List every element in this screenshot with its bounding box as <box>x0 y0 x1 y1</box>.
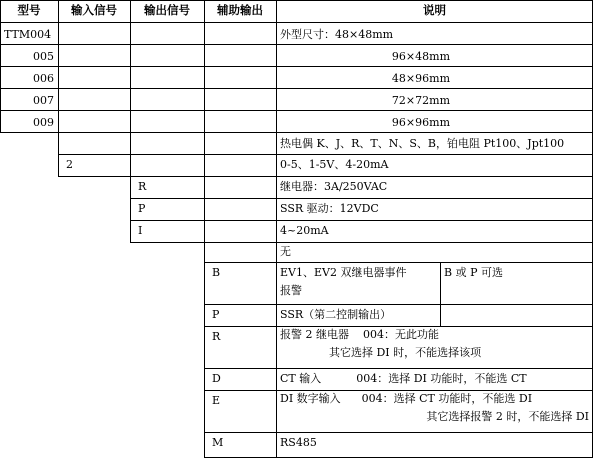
aux-desc-line: CT 输入 004：选择 DI 功能时，不能选 CT <box>280 372 527 385</box>
model-code: TTM004 <box>4 28 52 41</box>
aux-note: B 或 P 可选 <box>444 266 503 279</box>
rule <box>440 262 441 326</box>
aux-desc-line: 报警 <box>280 284 302 297</box>
header-aux: 辅助输出 <box>217 3 263 17</box>
aux-desc-line: 其它选择 DI 时，不能选择该项 <box>280 346 482 359</box>
aux-code: M <box>212 436 224 449</box>
output-desc: 4~20mA <box>280 224 329 237</box>
input-code: 2 <box>66 158 73 171</box>
rule <box>58 176 593 177</box>
aux-desc-line: SSR（第二控制输出） <box>280 308 392 321</box>
output-code: P <box>138 202 146 215</box>
model-code: 005 <box>33 50 54 63</box>
model-desc: 96×48mm <box>391 50 450 63</box>
input-desc: 0-5、1-5V、4-20mA <box>280 158 389 171</box>
rule <box>0 88 593 89</box>
aux-code: R <box>212 330 221 343</box>
model-desc: 72×72mm <box>391 94 450 107</box>
aux-desc-line: RS485 <box>280 436 317 449</box>
header-desc: 说明 <box>423 3 446 17</box>
rule <box>130 242 593 243</box>
model-code: 009 <box>33 116 54 129</box>
rule <box>58 154 593 155</box>
model-desc: 外型尺寸：48×48mm <box>280 28 394 41</box>
aux-code: D <box>212 372 221 385</box>
rule <box>130 220 593 221</box>
rule <box>204 326 593 327</box>
aux-desc-line: 其它选择报警 2 时，不能选择 DI <box>426 410 589 423</box>
rule <box>204 262 593 263</box>
output-desc: SSR 驱动：12VDC <box>280 202 379 215</box>
rule <box>0 0 593 1</box>
rule <box>130 0 131 242</box>
rule <box>0 110 593 111</box>
rule <box>0 132 593 133</box>
model-code: 006 <box>33 72 54 85</box>
rule <box>204 304 593 305</box>
aux-code: B <box>212 266 221 279</box>
output-code: R <box>138 180 147 193</box>
rule <box>204 368 593 369</box>
header-output: 输出信号 <box>144 3 190 17</box>
header-input: 输入信号 <box>71 3 117 17</box>
aux-code: P <box>212 308 220 321</box>
rule <box>130 198 593 199</box>
aux-none-desc: 无 <box>280 245 291 258</box>
output-desc: 继电器：3A/250VAC <box>280 180 388 193</box>
aux-code: E <box>212 394 221 407</box>
aux-desc-line: 报警 2 继电器 004：无此功能 <box>280 328 439 341</box>
model-desc: 96×96mm <box>391 116 450 129</box>
input-intro-desc: 热电偶 K、J、R、T、N、S、B，铂电阻 Pt100、Jpt100 <box>280 137 565 150</box>
rule <box>0 44 593 45</box>
header-model: 型号 <box>17 3 41 17</box>
model-code: 007 <box>33 94 54 107</box>
aux-desc-line: EV1、EV2 双继电器事件 <box>280 266 407 279</box>
aux-desc-line: DI 数字输入 004：选择 CT 功能时，不能选 DI <box>280 392 533 405</box>
output-code: I <box>138 224 143 237</box>
rule <box>204 432 593 433</box>
rule <box>0 66 593 67</box>
model-desc: 48×96mm <box>391 72 450 85</box>
rule <box>0 22 593 23</box>
rule <box>204 390 593 391</box>
